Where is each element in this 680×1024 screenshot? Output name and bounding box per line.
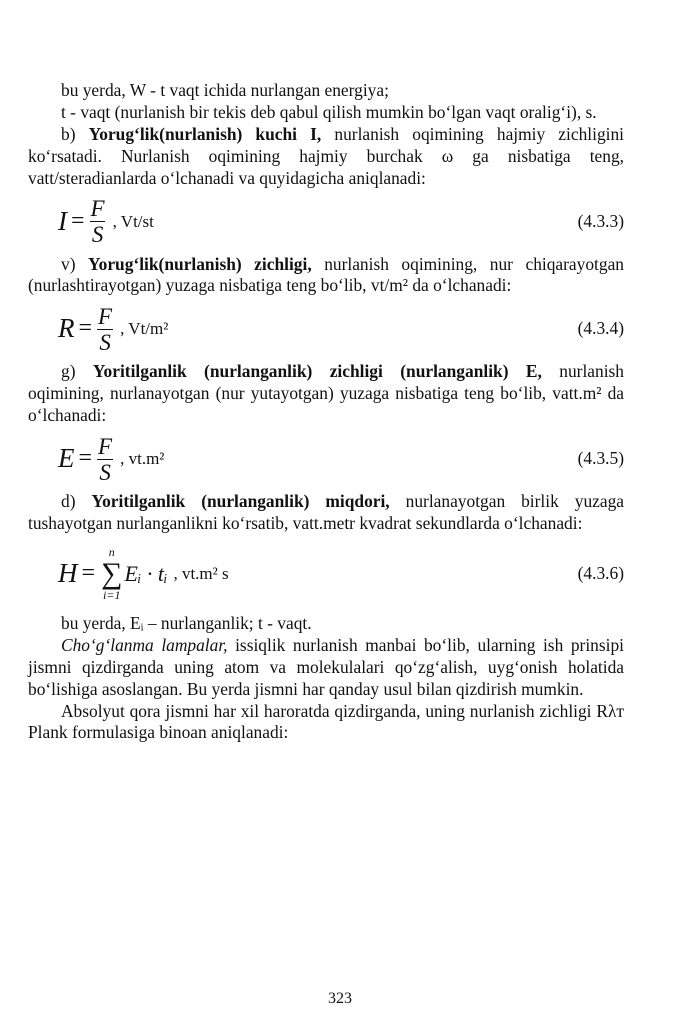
eq4-lhs: R: [58, 313, 75, 344]
eq4-numerator: F: [98, 303, 113, 329]
item-marker-g: g): [61, 361, 76, 382]
paragraph-v-text: nurlanish oqimining, nur chiqarayotgan (nurlashtirayotgan) yuzaga nisbatiga teng bo‘lib, vt/m² da o‘lchanadi:: [28, 253, 624, 296]
page-body: [28, 80, 624, 744]
eq5-denominator: S: [99, 459, 111, 485]
item-marker-b: b): [61, 123, 76, 144]
paragraph-blackbody: Absolyut qora jismni har xil haroratda qizdirganda, uning nurlanish zichligi Rλт Plank formulasiga binoan aniqlanadi:: [28, 700, 624, 743]
paragraph-lamps: [28, 635, 624, 701]
eq5-fraction: [96, 434, 114, 485]
sum-lower-limit: i=1: [103, 587, 121, 602]
eq6-body: Eᵢ · tᵢ: [124, 560, 168, 586]
eq5-unit: , vt.m²: [120, 449, 165, 469]
page-number: 323: [328, 990, 352, 1007]
paragraph-b: [28, 124, 624, 190]
formula-exposure: [58, 535, 229, 613]
equation-number: (4.3.3): [577, 210, 624, 231]
equation-number: (4.3.5): [577, 448, 624, 469]
paragraph-where-e: bu yerda, Eᵢ – nurlanganlik; t - vaqt.: [61, 612, 312, 633]
equation-4-3-4: [28, 297, 624, 361]
eq3-numerator: F: [90, 196, 105, 222]
paragraph-g-text: nurlanish oqimining, nurlanayotgan (nur yutayotgan) yuzaga nisbatiga teng bo‘lib, vatt.m² da o‘lchanadi:: [28, 361, 624, 426]
paragraph-g: [28, 361, 624, 427]
eq4-fraction: [96, 304, 114, 355]
equation-4-3-5: [28, 427, 624, 491]
eq4-unit: , Vt/m²: [120, 319, 169, 339]
equation-number: (4.3.4): [577, 318, 624, 339]
eq4-denominator: S: [99, 329, 111, 355]
paragraph-where-w: bu yerda, W - t vaqt ichida nurlangan energiya;: [61, 80, 389, 100]
term-illuminance-amount: Yoritilganlik (nurlanganlik) miqdori,: [91, 491, 390, 512]
paragraph-d: [28, 491, 624, 535]
formula-illuminance: [58, 427, 164, 491]
paragraph-t-time: t - vaqt (nurlanish bir tekis deb qabul qilish mumkin bo‘lgan vaqt oralig‘i), s.: [61, 101, 597, 122]
equation-number: (4.3.6): [577, 562, 624, 583]
equation-4-3-6: [28, 535, 624, 613]
formula-density: [58, 297, 168, 361]
item-marker-v: v): [61, 253, 76, 274]
eq3-denominator: S: [91, 222, 104, 248]
term-incandescent-lamps: Cho‘g‘lanma lampalar,: [61, 634, 228, 655]
summation: [101, 546, 122, 602]
paragraph-b-text: nurlanish oqimining hajmiy zichligini ko‘rsatadi. Nurlanish oqimining hajmiy burchak ω ga nisbatiga teng, vatt/steradianlarda o‘lchanadi va quyidagicha aniqlanadi:: [28, 123, 624, 188]
eq3-lhs: I: [58, 205, 67, 236]
paragraph-d-text: nurlanayotgan birlik yuzaga tushayotgan nurlanganlikni ko‘rsatib, vatt.metr kvadrat sekundlarda o‘lchanadi:: [28, 491, 625, 533]
paragraph-v: [28, 254, 624, 298]
item-marker-d: d): [61, 491, 76, 512]
eq3-fraction: [89, 196, 107, 247]
eq3-equals: =: [71, 207, 85, 234]
equation-4-3-3: [28, 190, 624, 254]
paragraph-lamps-text: issiqlik nurlanish manbai bo‘lib, ularning ish prinsipi jismni qizdirganda uning atom va molekulalari qo‘zg‘alish, uyg‘onish holatida bo‘lishiga asoslangan. Bu yerda jismni har qanday usul bilan qizdirish mumkin.: [28, 634, 624, 699]
sigma-symbol: ∑: [101, 556, 123, 590]
term-illuminance-density: Yoritilganlik (nurlanganlik) zichligi (nurlanganlik) E,: [92, 361, 542, 382]
term-light-density: Yorug‘lik(nurlanish) zichligi,: [88, 253, 312, 274]
eq5-lhs: E: [58, 443, 75, 474]
sum-upper-limit: n: [108, 544, 115, 559]
eq3-unit: , Vt/st: [112, 211, 154, 231]
term-light-intensity: Yorug‘lik(nurlanish) kuchi I,: [88, 123, 322, 144]
eq5-equals: =: [78, 445, 93, 472]
eq6-lhs: H: [58, 557, 78, 588]
eq6-unit: , vt.m² s: [173, 563, 229, 583]
eq4-equals: =: [78, 315, 93, 342]
eq5-numerator: F: [98, 433, 113, 459]
formula-intensity: [58, 190, 154, 254]
eq6-equals: =: [81, 559, 96, 586]
